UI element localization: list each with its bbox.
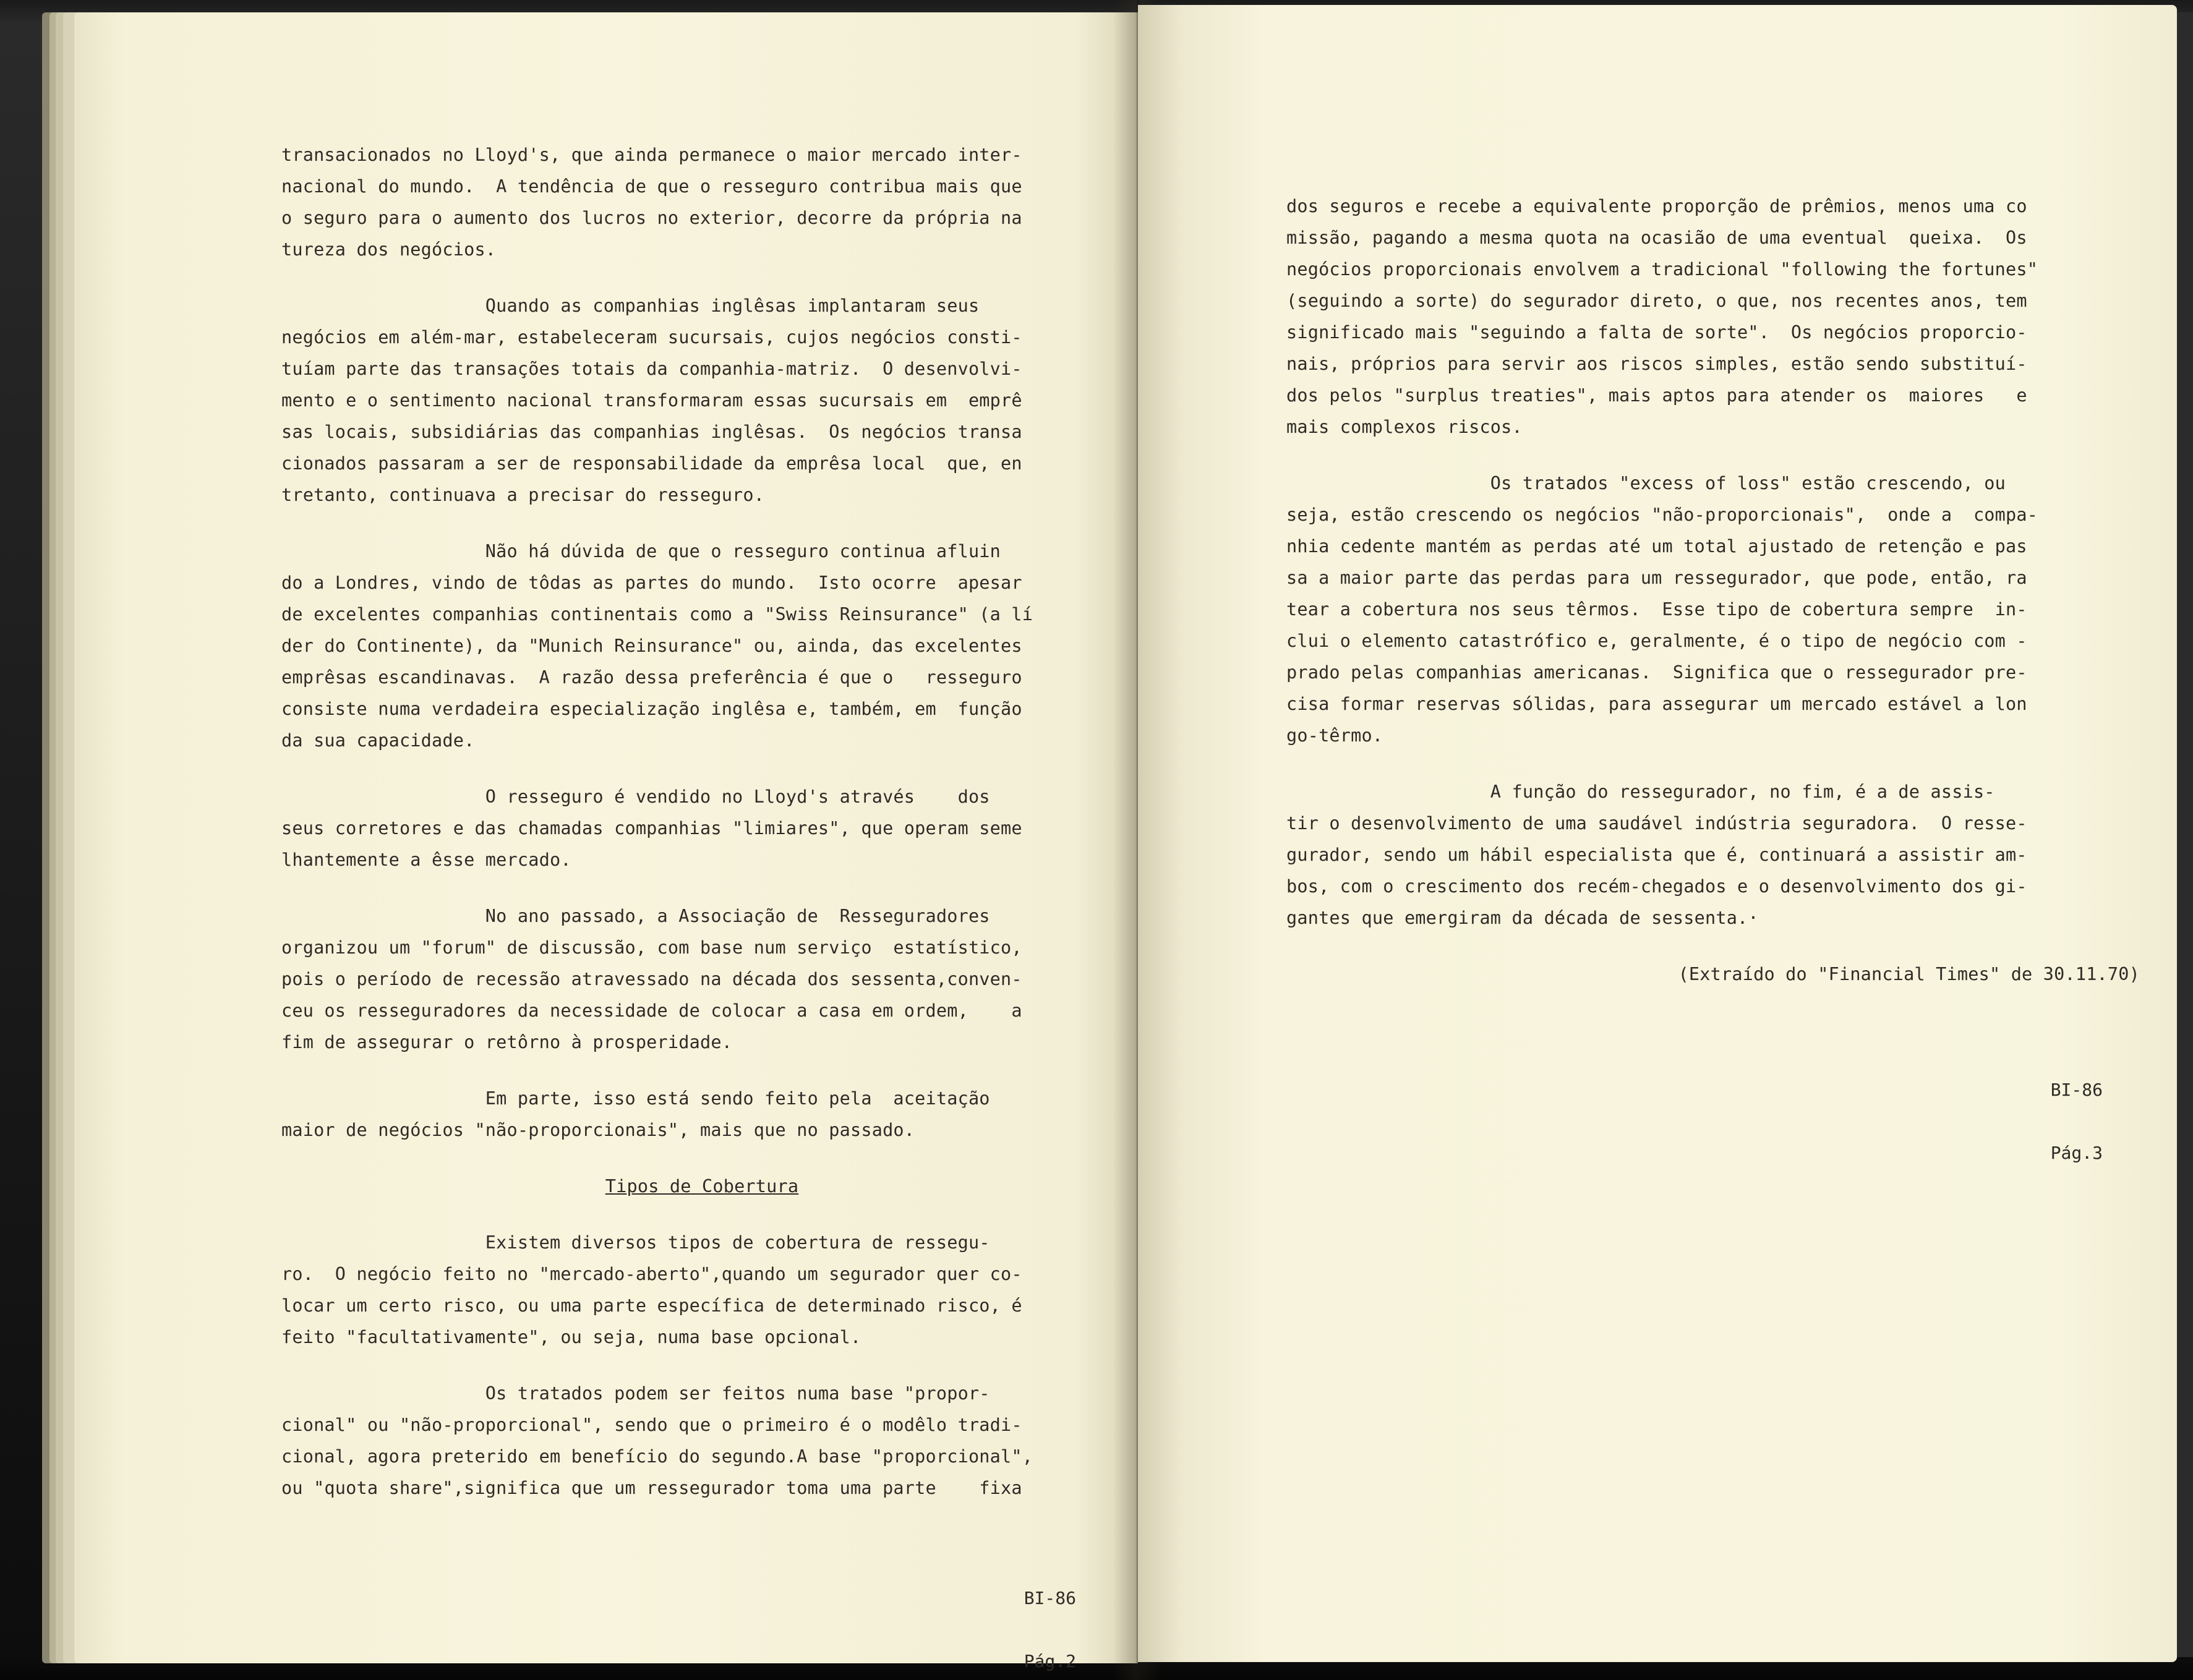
text-line: cional" ou "não-proporcional", sendo que o primeiro é o modêlo tradi- [281,1415,1022,1435]
text-line: transacionados no Lloyd's, que ainda permanece o maior mercado inter- [281,145,1022,165]
text-line: tuíam parte das transações totais da companhia-matriz. O desenvolvi- [281,359,1022,379]
text-line: da sua capacidade. [281,730,475,751]
paragraph [281,900,1122,1058]
text-line: clui o elemento catastrófico e, geralmente, é o tipo de negócio com - [1286,631,2027,651]
paragraph [281,535,1122,756]
text-line: nais, próprios para servir aos riscos simples, estão sendo substituí- [1286,354,2027,374]
text-line: tureza dos negócios. [281,239,497,260]
right-page-footer [1942,1038,2103,1206]
paragraph [281,139,1122,265]
text-line: do a Londres, vindo de tôdas as partes do mundo. Isto ocorre apesar [281,573,1022,593]
text-line: de excelentes companhias continentais como a "Swiss Reinsurance" (a lí [281,604,1033,625]
paragraph [281,1378,1122,1504]
text-line: go-têrmo. [1286,725,1383,746]
text-line: emprêsas escandinavas. A razão dessa preferência é que o resseguro [281,667,1022,688]
text-line: consiste numa verdadeira especialização inglêsa e, também, em função [281,699,1022,719]
text-line: cisa formar reservas sólidas, para assegurar um mercado estável a lon [1286,694,2027,714]
text-line: ou "quota share",significa que um ressegurador toma uma parte fixa [281,1478,1022,1498]
text-line: A função do ressegurador, no fim, é a de assis- [1286,782,1995,802]
text-line: sas locais, subsidiárias das companhias inglêsas. Os negócios transa [281,422,1022,442]
text-line: Quando as companhias inglêsas implantaram seus [281,296,980,316]
document-code: BI-86 [1024,1588,1076,1608]
paragraph [281,1083,1122,1146]
page-number: Pág.3 [2050,1143,2103,1163]
text-line: Em parte, isso está sendo feito pela aceitação [281,1088,990,1109]
text-line: fim de assegurar o retôrno à prosperidade. [281,1032,733,1052]
text-line: tear a cobertura nos seus têrmos. Esse tipo de cobertura sempre in- [1286,599,2027,620]
paragraph [1286,190,2140,443]
text-line: lhantemente a êsse mercado. [281,850,571,870]
text-line: Os tratados "excess of loss" estão crescendo, ou [1286,473,2006,493]
text-line: significado mais "seguindo a falta de sorte". Os negócios proporcio- [1286,322,2027,343]
text-line: No ano passado, a Associação de Resseguradores [281,906,990,926]
text-line: ceu os resseguradores da necessidade de colocar a casa em ordem, a [281,1000,1022,1021]
text-line: missão, pagando a mesma quota na ocasião de uma eventual queixa. Os [1286,228,2027,248]
text-line: pois o período de recessão atravessado na década dos sessenta,conven- [281,969,1022,989]
text-line: nacional do mundo. A tendência de que o resseguro contribua mais que [281,176,1022,197]
text-line: negócios em além-mar, estabeleceram sucursais, cujos negócios consti- [281,327,1022,348]
text-line: o seguro para o aumento dos lucros no exterior, decorre da própria na [281,208,1022,228]
text-line: cional, agora preterido em benefício do segundo.A base "proporcional", [281,1446,1033,1467]
text-line: prado pelas companhias americanas. Significa que o ressegurador pre- [1286,662,2027,683]
text-line: tretanto, continuava a precisar do resseguro. [281,485,765,505]
left-page [74,12,1138,1671]
text-line: seja, estão crescendo os negócios "não-proporcionais", onde a compa- [1286,505,2038,525]
text-line: maior de negócios "não-proporcionais", mais que no passado. [281,1120,915,1140]
text-line: tir o desenvolvimento de uma saudável indústria seguradora. O resse- [1286,813,2027,834]
text-line: ro. O negócio feito no "mercado-aberto",quando um segurador quer co- [281,1264,1022,1284]
text-line: gurador, sendo um hábil especialista que é, continuará a assistir am- [1286,845,2027,865]
paragraph [281,290,1122,511]
text-line: O resseguro é vendido no Lloyd's através dos [281,787,990,807]
text-line: mais complexos riscos. [1286,417,1523,437]
paragraph [1286,776,2140,934]
text-line: organizou um "forum" de discussão, com base num serviço estatístico, [281,937,1022,958]
text-line: seus corretores e das chamadas companhias "limiares", que operam seme [281,818,1022,838]
paragraph [281,781,1122,876]
text-line: Não há dúvida de que o resseguro continua afluin [281,541,1001,561]
text-line: dos pelos "surplus treaties", mais aptos para atender os maiores e [1286,385,2027,406]
text-line: Os tratados podem ser feitos numa base "propor- [281,1383,990,1404]
source-citation: (Extraído do "Financial Times" de 30.11.70) [1678,964,2140,984]
right-page [1138,5,2177,1662]
page-number: Pág.2 [1024,1651,1076,1671]
paragraph [281,1227,1122,1353]
text-line: cionados passaram a ser de responsabilidade da emprêsa local que, en [281,453,1022,474]
text-line: dos seguros e recebe a equivalente proporção de prêmios, menos uma co [1286,196,2027,216]
text-line: sa a maior parte das perdas para um ressegurador, que pode, então, ra [1286,568,2027,588]
text-line: bos, com o crescimento dos recém-chegados e o desenvolvimento dos gi- [1286,876,2027,897]
right-page-body [1286,190,2140,990]
left-page-body [281,139,1122,1529]
text-line: (seguindo a sorte) do segurador direto, o que, nos recentes anos, tem [1286,291,2027,311]
text-line: locar um certo risco, ou uma parte específica de determinado risco, é [281,1295,1022,1316]
text-line: negócios proporcionais envolvem a tradicional "following the fortunes" [1286,259,2038,279]
text-line: feito "facultativamente", ou seja, numa base opcional. [281,1327,861,1347]
text-line: Existem diversos tipos de cobertura de ressegu- [281,1232,990,1253]
section-heading: Tipos de Cobertura [605,1176,799,1196]
text-line: nhia cedente mantém as perdas até um total ajustado de retenção e pas [1286,536,2027,556]
left-page-footer [928,1546,1076,1680]
text-line: mento e o sentimento nacional transformaram essas sucursais em emprê [281,390,1022,411]
text-line: gantes que emergiram da década de sessenta.· [1286,908,1759,928]
scan-edge [2177,12,2193,1657]
paragraph [1286,467,2140,751]
text-line: der do Continente), da "Munich Reinsurance" ou, ainda, das excelentes [281,636,1022,656]
document-code: BI-86 [2050,1080,2103,1100]
